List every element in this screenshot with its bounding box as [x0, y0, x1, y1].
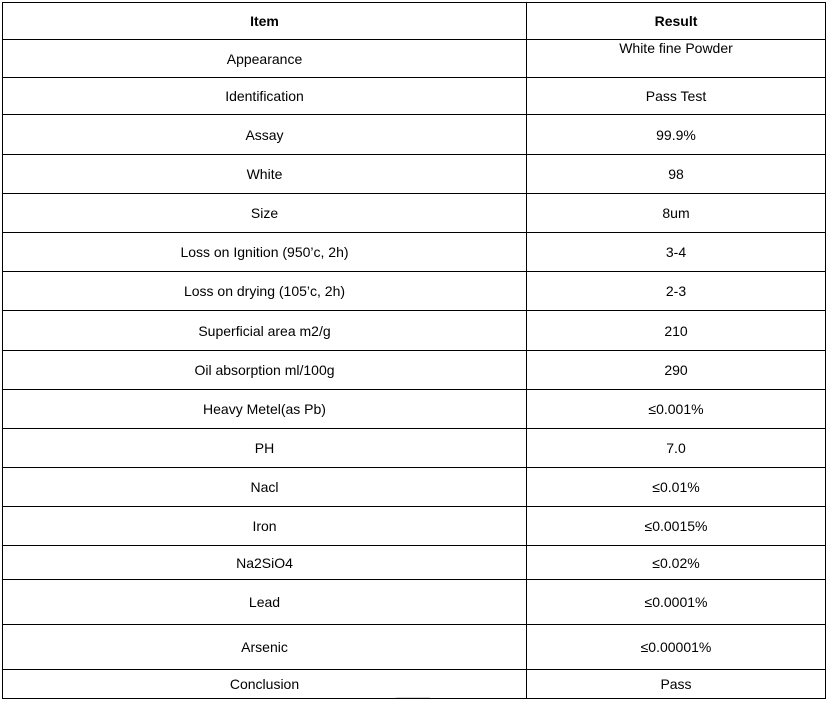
table-row	[3, 670, 826, 699]
result-cell: 290	[527, 351, 826, 390]
result-cell: ≤0.001%	[527, 390, 826, 429]
specification-table	[2, 2, 826, 699]
item-cell: Arsenic	[3, 625, 527, 670]
table-row	[3, 507, 826, 546]
table-row	[3, 429, 826, 468]
result-cell: 3-4	[527, 233, 826, 272]
result-cell: Pass Test	[527, 78, 826, 115]
item-cell: Oil absorption ml/100g	[3, 351, 527, 390]
table-row	[3, 311, 826, 351]
item-cell: Assay	[3, 115, 527, 155]
table-row	[3, 194, 826, 233]
header-row	[3, 3, 826, 40]
item-cell: Heavy Metel(as Pb)	[3, 390, 527, 429]
table-row	[3, 78, 826, 115]
result-cell: 210	[527, 311, 826, 351]
item-cell: Appearance	[3, 40, 527, 78]
table-row	[3, 40, 826, 78]
table-row	[3, 233, 826, 272]
result-cell: 7.0	[527, 429, 826, 468]
table-row	[3, 468, 826, 507]
result-cell: 99.9%	[527, 115, 826, 155]
item-cell: Size	[3, 194, 527, 233]
item-cell: Loss on Ignition (950’c, 2h)	[3, 233, 527, 272]
result-cell: White fine Powder	[527, 40, 826, 78]
item-cell: Superficial area m2/g	[3, 311, 527, 351]
table-row	[3, 390, 826, 429]
item-cell: PH	[3, 429, 527, 468]
result-cell: ≤0.00001%	[527, 625, 826, 670]
item-cell: White	[3, 155, 527, 194]
table-row	[3, 546, 826, 580]
table-row	[3, 580, 826, 625]
result-column-header: Result	[527, 3, 826, 40]
item-cell: Loss on drying (105’c, 2h)	[3, 272, 527, 311]
result-cell: 98	[527, 155, 826, 194]
item-cell: Iron	[3, 507, 527, 546]
item-cell: Nacl	[3, 468, 527, 507]
table-row	[3, 625, 826, 670]
result-cell: ≤0.02%	[527, 546, 826, 580]
result-cell: ≤0.0015%	[527, 507, 826, 546]
table-row	[3, 272, 826, 311]
item-cell: Conclusion	[3, 670, 527, 699]
result-cell: ≤0.01%	[527, 468, 826, 507]
item-cell: Na2SiO4	[3, 546, 527, 580]
result-cell: Pass	[527, 670, 826, 699]
table-row	[3, 351, 826, 390]
result-cell: 8um	[527, 194, 826, 233]
item-column-header: Item	[3, 3, 527, 40]
bottom-edge-mark	[396, 697, 430, 698]
table-row	[3, 115, 826, 155]
table-row	[3, 155, 826, 194]
result-cell: ≤0.0001%	[527, 580, 826, 625]
item-cell: Lead	[3, 580, 527, 625]
result-cell: 2-3	[527, 272, 826, 311]
item-cell: Identification	[3, 78, 527, 115]
